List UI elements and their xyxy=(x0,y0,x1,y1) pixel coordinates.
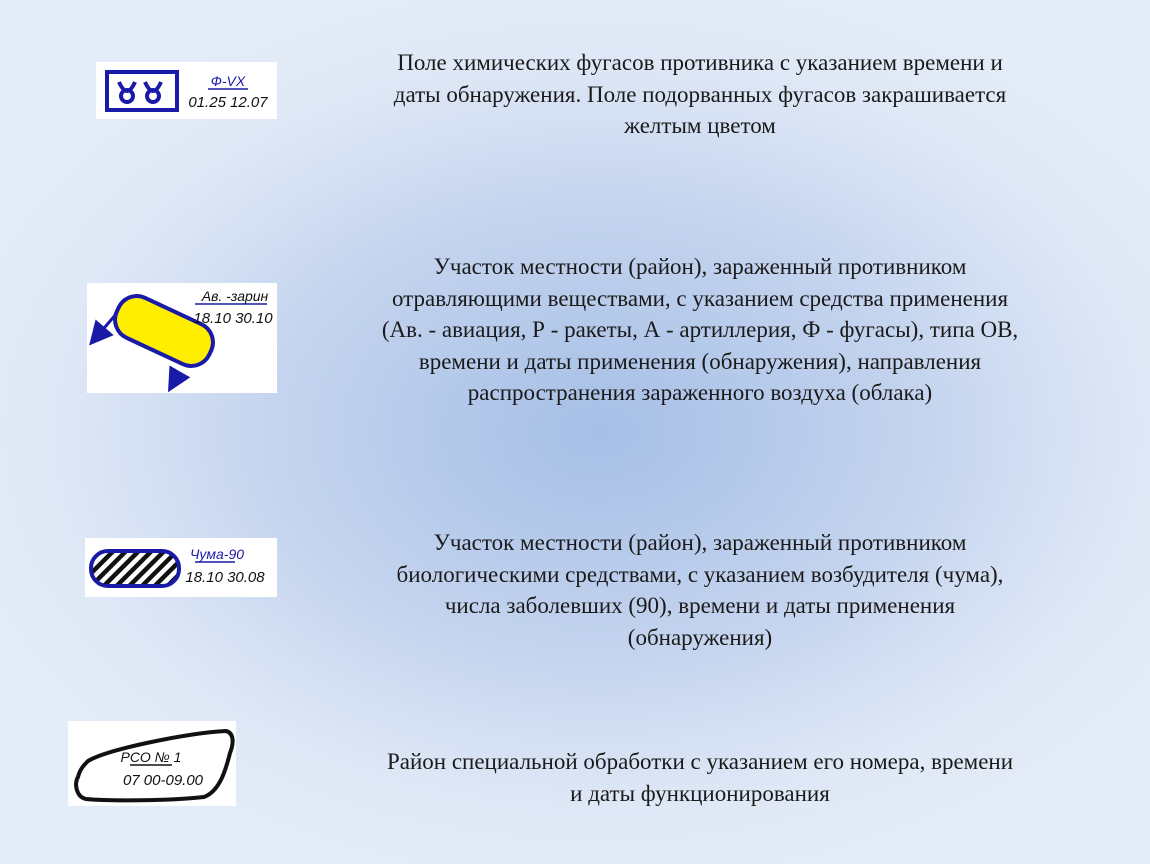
special-treatment-area-icon xyxy=(68,721,236,806)
symbol-special-treatment xyxy=(68,721,236,806)
description-special-treatment: Район специальной обработки с указанием его номера, времени и даты функционирования xyxy=(386,749,1014,806)
contaminated-area-biological-icon xyxy=(85,538,277,597)
description-chemical-landmines: Поле химических фугасов противника с указанием времени и даты обнаружения. Поле подорванных фугасов закрашивается желтым цветом xyxy=(393,50,1007,138)
symbol-label-bottom: 18.10 30.10 xyxy=(193,310,273,327)
symbol-label-top: Ф-VX xyxy=(210,73,246,89)
symbol-biological-contamination xyxy=(85,538,277,597)
description-chemical-contamination: Участок местности (район), зараженный противником отравляющими веществами, с указанием средства применения (Ав. - авиация, Р - ракеты, А - артиллерия, Ф - фугасы), типа ОВ, времени и даты применения (обнаружения), направления распространения зараженного воздуха (облака) xyxy=(381,254,1019,405)
symbol-label-top: Ав. -зарин xyxy=(201,288,269,304)
description-biological-contamination: Участок местности (район), зараженный противником биологическими средствами, с указанием возбудителя (чума), числа заболевших (90), времени и даты применения (обнаружения) xyxy=(396,530,1004,650)
symbol-label-bottom: 01.25 12.07 xyxy=(188,94,268,111)
contaminated-area-chemical-icon xyxy=(87,283,277,393)
symbol-chemical-contamination xyxy=(87,283,277,393)
symbol-label-top: Чума-90 xyxy=(189,546,245,562)
symbol-label-bottom: 18.10 30.08 xyxy=(185,569,265,586)
symbol-label-bottom: 07 00-09.00 xyxy=(122,772,204,789)
symbol-chemical-landmines xyxy=(96,62,277,119)
chemical-landmine-field-icon xyxy=(96,62,277,119)
symbol-label-top: РСО № 1 xyxy=(120,749,182,765)
